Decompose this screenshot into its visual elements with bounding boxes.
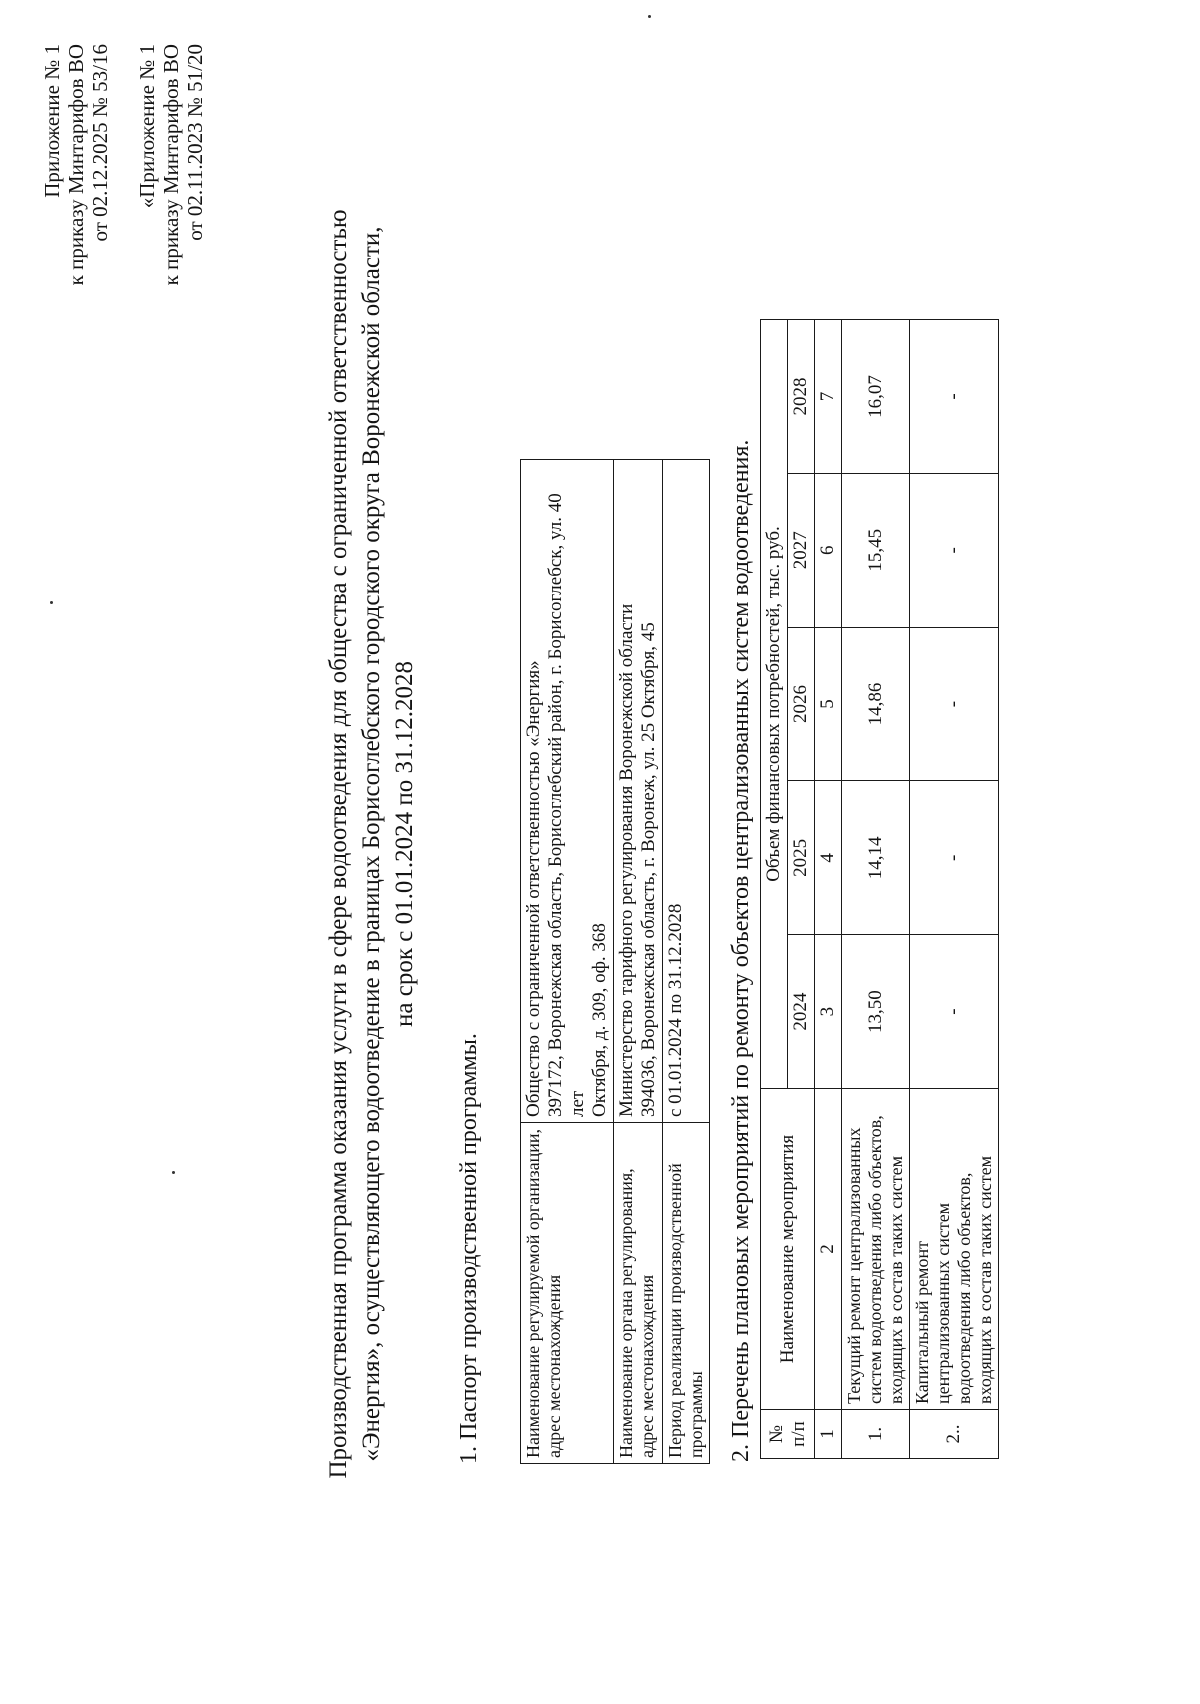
table-row [910, 320, 999, 1459]
table-row [842, 320, 910, 1459]
row-value: 14,14 [842, 781, 910, 935]
passport-value [663, 460, 710, 1123]
row-value: - [910, 627, 999, 781]
table-header-row [761, 320, 788, 1459]
col-header-year: 2027 [788, 473, 815, 627]
table-row [663, 460, 710, 1464]
col-header-year: 2026 [788, 627, 815, 781]
row-name: Капитальный ремонт централизованных систем водоотведения либо объектов, входящих в состав таких систем [910, 1089, 999, 1410]
index-cell: 5 [815, 627, 842, 781]
index-cell: 3 [815, 935, 842, 1089]
row-num: 1. [842, 1410, 910, 1459]
row-value: - [910, 935, 999, 1089]
index-cell: 6 [815, 473, 842, 627]
row-value: 15,45 [842, 473, 910, 627]
passport-value-line: Министерство тарифного регулирования Воронежской области [616, 603, 637, 1117]
col-header-year: 2024 [788, 935, 815, 1089]
title-line3: на срок с 01.01.2024 по 31.12.2028 [391, 661, 418, 1027]
document-title [322, 134, 421, 1554]
col-header-volume: Объем финансовых потребностей, тыс. руб. [761, 320, 788, 1089]
passport-value [614, 460, 663, 1123]
row-value: 16,07 [842, 320, 910, 474]
passport-value-line: с 01.01.2024 по 31.12.2028 [665, 903, 686, 1117]
passport-value-line: 394036, Воронежская область, г. Воронеж, ул. 25 Октября, 45 [638, 622, 659, 1117]
row-name: Текущий ремонт централизованных систем водоотведения либо объектов, входящих в состав таких систем [842, 1089, 910, 1410]
appendix-original-line2: к приказу Минтарифов ВО [159, 44, 183, 286]
passport-table [520, 459, 710, 1464]
appendix-current-line2: к приказу Минтарифов ВО [64, 44, 88, 286]
row-value: - [910, 473, 999, 627]
appendix-original-line3: от 02.11.2023 № 51/20 [183, 44, 207, 241]
row-value: 14,86 [842, 627, 910, 781]
appendix-current [40, 44, 112, 404]
index-cell: 2 [815, 1089, 842, 1410]
passport-label: Наименование органа регулирования, адрес местонахождения [614, 1123, 663, 1464]
passport-value [521, 460, 614, 1123]
col-header-year: 2028 [788, 320, 815, 474]
col-header-num: № п/п [761, 1410, 815, 1459]
passport-value-line: Общество с ограниченной ответственностью «Энергия» [523, 660, 544, 1117]
scan-speck [648, 15, 651, 18]
appendix-current-line3: от 02.12.2025 № 53/16 [88, 44, 112, 242]
index-cell: 7 [815, 320, 842, 474]
index-cell: 1 [815, 1410, 842, 1459]
section1-heading: 1. Паспорт производственной программы. [456, 1033, 482, 1464]
col-header-year: 2025 [788, 781, 815, 935]
table-row [614, 460, 663, 1464]
row-value: - [910, 320, 999, 474]
passport-label: Наименование регулируемой организации, адрес местонахождения [521, 1123, 614, 1464]
table-row [521, 460, 614, 1464]
section2-heading: 2. Перечень плановых мероприятий по ремонту объектов централизованных систем водоотведения. [728, 439, 754, 1462]
scan-speck [50, 601, 53, 604]
appendix-original-line1: «Приложение № 1 [135, 44, 159, 209]
measures-table [760, 319, 999, 1459]
title-line1: Производственная программа оказания услуги в сфере водоотведения для общества с ограниченной ответственностью [325, 209, 352, 1479]
passport-value-line: 397172, Воронежская область, Борисоглебский район, г. Борисоглебск, ул. 40 лет [545, 493, 588, 1117]
row-num: 2.. [910, 1410, 999, 1459]
passport-label: Период реализации производственной программы [663, 1123, 710, 1464]
row-value: - [910, 781, 999, 935]
index-cell: 4 [815, 781, 842, 935]
table-index-row [815, 320, 842, 1459]
appendix-current-line1: Приложение № 1 [40, 44, 64, 198]
title-line2: «Энергия», осуществляющего водоотведение в границах Борисоглебского городского округа Воронежской области, [358, 226, 385, 1462]
scan-speck [172, 1171, 175, 1174]
passport-value-line: Октября, д. 309, оф. 368 [589, 923, 610, 1117]
appendix-original [135, 44, 207, 404]
row-value: 13,50 [842, 935, 910, 1089]
col-header-name: Наименование мероприятия [761, 1089, 815, 1410]
